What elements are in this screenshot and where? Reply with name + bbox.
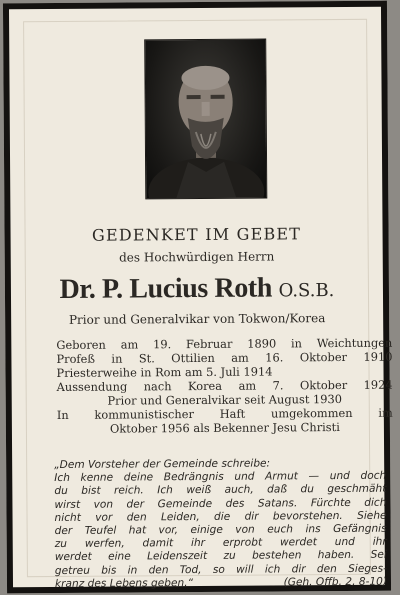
quote-source: (Geh. Offb. 2, 8-10) [283, 575, 388, 589]
quote-line: wirst von der Gemeinde des Satans. Fürchte dich [54, 496, 387, 511]
quote-final-line [55, 576, 387, 592]
quote-line: getreu bis in den Tod, so will ich dir den Sieges- [54, 562, 387, 577]
portrait-photo-image [145, 40, 266, 199]
memorial-card [3, 1, 391, 594]
quote-line: Ich kenne deine Bedrängnis und Armut — und doch [54, 469, 387, 485]
deceased-role: Prior und Generalvikar von Tokwon/Korea [68, 311, 326, 327]
scripture-quote [54, 457, 387, 591]
quote-line: der Teufel hat vor, einige von euch ins Gefängnis [54, 522, 387, 538]
quote-line: „Dem Vorsteher der Gemeinde schreibe: [54, 457, 271, 472]
bio-line: Oktober 1956 als Bekenner Jesu Christi [109, 420, 340, 436]
bio-line: Priesterweihe in Rom am 5. Juli 1914 [56, 364, 273, 380]
order-suffix: O.S.B. [278, 280, 335, 302]
quote-line: kranz des Lebens geben.“ [54, 576, 194, 590]
bio-line: Geboren am 19. Februar 1890 in Weichtungen [56, 335, 393, 352]
bio-line: Prior und Generalvikar seit August 1930 [107, 391, 343, 408]
quote-line: zu werfen, damit ihr erprobt werdet und ihr [54, 535, 387, 551]
biography [56, 336, 393, 436]
bio-line: In kommunistischer Haft umgekommen im [56, 405, 393, 422]
deceased-name [26, 272, 368, 306]
quote-line: werdet eine Leidenszeit zu bestehen haben. Sei [54, 549, 387, 564]
card-heading: GEDENKET IM GEBET [91, 224, 302, 245]
quote-line: nicht vor den Leiden, die dir bevorstehen. Siehe [54, 509, 387, 524]
portrait-photo [144, 39, 267, 200]
bio-line: Aussendung nach Korea am 7. Oktober 1924 [56, 377, 393, 394]
card-inner-frame [23, 19, 393, 590]
quote-line: du bist reich. Ich weiß auch, daß du geschmäht [54, 483, 387, 498]
deceased-name-text: Dr. P. Lucius Roth [59, 272, 273, 305]
bio-line: Profeß in St. Ottilien am 16. Oktober 1910 [56, 349, 393, 366]
card-subheading: des Hochwürdigen Herrn [119, 249, 275, 265]
